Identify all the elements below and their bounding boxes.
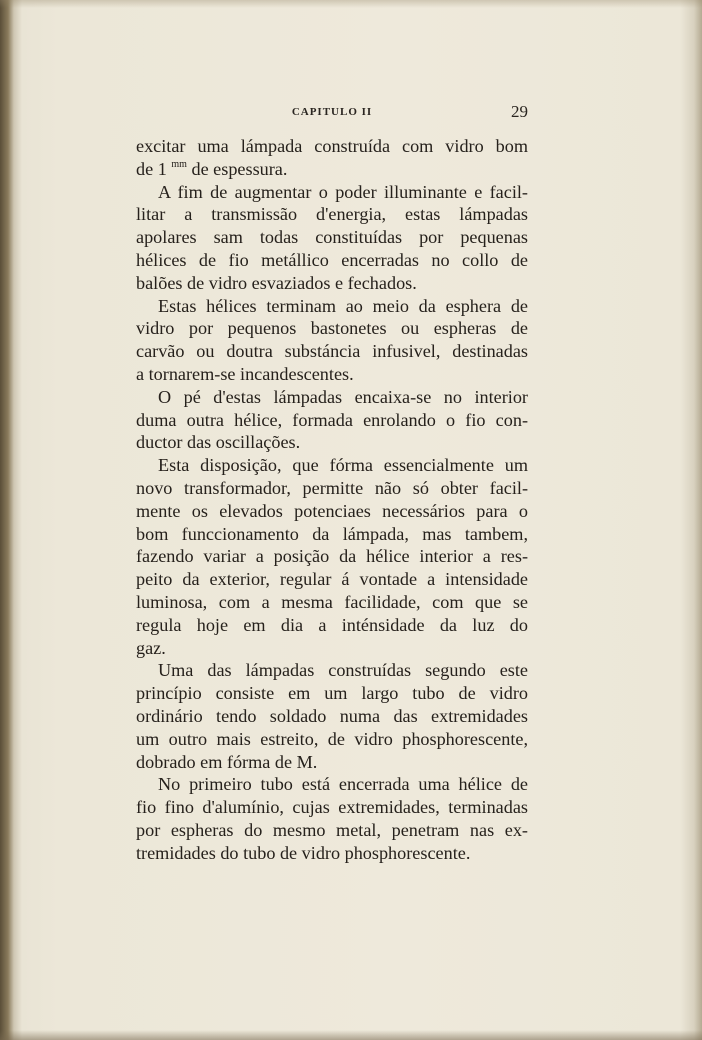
text-line: O pé d'estas lámpadas encaixa-se no interior bbox=[158, 386, 528, 407]
text-line: tremidades do tubo de vidro phosphorescente. bbox=[136, 842, 471, 863]
text-line: A fim de augmentar o poder illuminante e facil- bbox=[158, 181, 528, 202]
text-line: um outro mais estreito, de vidro phosphorescente, bbox=[136, 728, 528, 749]
text-line: princípio consiste em um largo tubo de vidro bbox=[136, 683, 528, 704]
paragraph bbox=[136, 181, 528, 295]
text-line: regula hoje em dia a inténsidade da luz do bbox=[136, 614, 528, 635]
text-line: fio fino d'alumínio, cujas extremidades, terminadas bbox=[136, 797, 528, 818]
text-line: por espheras do mesmo metal, penetram nas ex- bbox=[136, 819, 528, 840]
text-line: bom funccionamento da lámpada, mas tambem, bbox=[136, 523, 528, 544]
text-line: Uma das lámpadas construídas segundo este bbox=[158, 660, 528, 681]
paragraph bbox=[136, 295, 528, 386]
paragraph bbox=[136, 454, 528, 659]
body-text bbox=[136, 135, 528, 865]
paragraph bbox=[136, 135, 528, 181]
paragraph bbox=[136, 386, 528, 454]
page-bottom-edge bbox=[0, 1030, 702, 1040]
text-line: duma outra hélice, formada enrolando o fio con- bbox=[136, 409, 528, 430]
text-line: hélices de fio metállico encerradas no collo de bbox=[136, 249, 528, 270]
text-line: novo transformador, permitte não só obter facil- bbox=[136, 477, 528, 498]
text-line: carvão ou doutra substáncia infusivel, destinadas bbox=[136, 341, 528, 362]
page-number: 29 bbox=[511, 102, 528, 121]
text-line: excitar uma lámpada construída com vidro bom bbox=[136, 136, 528, 156]
millimetre-superscript: mm bbox=[171, 158, 187, 170]
page-header bbox=[136, 104, 528, 124]
text-line: de 1 $^{mm}$ de espessura. bbox=[136, 158, 288, 179]
text-line: Esta disposição, que fórma essencialmente um bbox=[158, 455, 528, 476]
paragraph bbox=[136, 659, 528, 773]
text-line: balões de vidro esvaziados e fechados. bbox=[136, 272, 417, 293]
text-line: ordinário tendo soldado numa das extremidades bbox=[136, 705, 528, 726]
paragraph bbox=[136, 773, 528, 864]
text-line: luminosa, com a mesma facilidade, com que se bbox=[136, 591, 528, 612]
text-line: mente os elevados potenciaes necessários para o bbox=[136, 500, 528, 521]
text-line: gaz. bbox=[136, 637, 166, 658]
text-line: litar a transmissão d'energia, estas lámpadas bbox=[136, 204, 528, 225]
text-line: Estas hélices terminam ao meio da esphera de bbox=[158, 295, 528, 316]
text-line: dobrado em fórma de M. bbox=[136, 751, 318, 772]
page-top-edge bbox=[0, 0, 702, 8]
running-head: CAPITULO II bbox=[291, 106, 373, 118]
text-line: a tornarem-se incandescentes. bbox=[136, 363, 354, 384]
text-line: No primeiro tubo está encerrada uma hélice de bbox=[158, 774, 528, 795]
text-line: vidro por pequenos bastonetes ou espheras de bbox=[136, 318, 528, 339]
text-line: fazendo variar a posição da hélice interior a res- bbox=[136, 546, 528, 567]
text-line: peito da exterior, regular á vontade a intensidade bbox=[136, 569, 528, 590]
text-line: ductor das oscillações. bbox=[136, 432, 301, 453]
text-line: apolares sam todas constituídas por pequenas bbox=[136, 227, 528, 248]
